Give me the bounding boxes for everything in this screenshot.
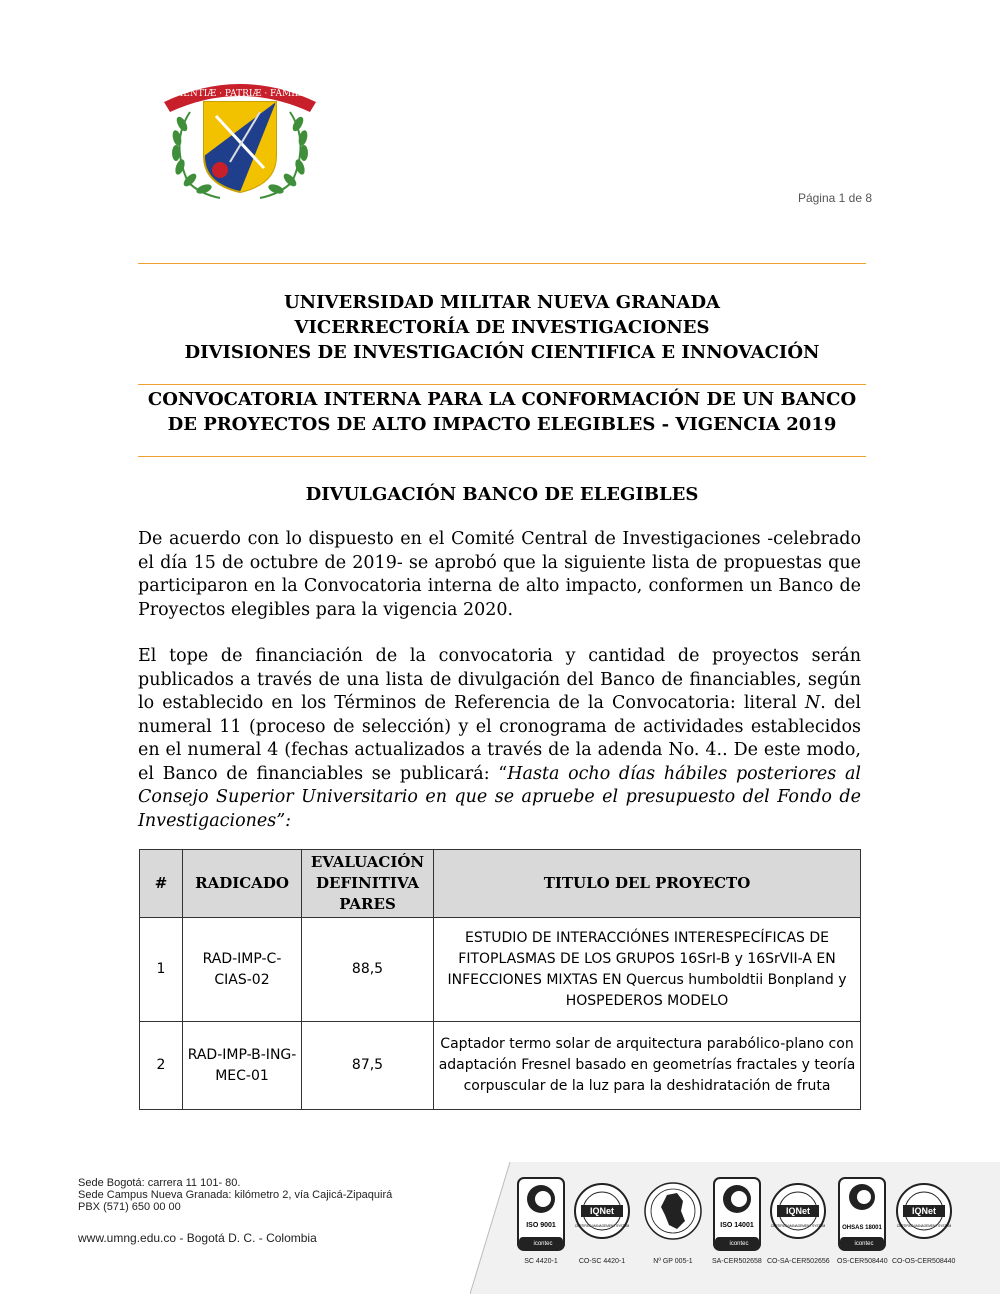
cert-icontec-9001	[517, 1177, 565, 1265]
icontec-logo-icon	[713, 1177, 761, 1251]
divider	[138, 263, 866, 264]
cell-radicado: RAD-IMP-B-ING-MEC-01	[183, 1022, 302, 1110]
cert-code: CO-SC 4420-1	[578, 1258, 626, 1265]
paragraph-2-text: El tope de financiación de la convocatoria y cantidad de proyectos serán publicados a través de una lista de divulgación del Banco de financiables, según lo establecido en los Términos de Referencia de la Convocatoria: literal	[138, 646, 861, 713]
cert-icontec-ohsas	[837, 1177, 888, 1265]
icontec-logo-icon	[838, 1177, 886, 1251]
header-line: VICERRECTORÍA DE INVESTIGACIONES	[294, 317, 710, 338]
cert-brand: icontec	[729, 1241, 749, 1247]
cert-label: IQNet	[911, 1206, 936, 1216]
cell-titulo: Captador termo solar de arquitectura parabólico-plano con adaptación Fresnel basado en geometrías fractales y teoría corpuscular de la luz para la deshidratación de fruta	[434, 1022, 861, 1110]
cert-label: ISO 14001	[720, 1222, 754, 1229]
cell-evaluacion: 88,5	[302, 918, 434, 1022]
cert-code: Nº GP 005-1	[653, 1258, 693, 1265]
university-logo	[160, 72, 320, 202]
cert-brand: CERTIFIED MANAGEMENT SYSTEM	[896, 1224, 951, 1228]
cert-code: OS-CER508440	[837, 1258, 888, 1265]
cell-evaluacion: 87,5	[302, 1022, 434, 1110]
address-line: Sede Bogotá: carrera 11 101- 80.	[78, 1177, 241, 1189]
title-line: DE PROYECTOS DE ALTO IMPACTO ELEGIBLES - VIGENCIA 2019	[167, 414, 837, 435]
convocatoria-title	[138, 387, 866, 437]
footer-address	[78, 1177, 392, 1213]
cert-brand: CERTIFIED MANAGEMENT SYSTEM	[574, 1224, 630, 1228]
page-number: Página 1 de 8	[797, 191, 872, 205]
cert-brand: CERTIFIED MANAGEMENT SYSTEM	[771, 1224, 826, 1228]
table-row	[140, 918, 861, 1022]
title-line: CONVOCATORIA INTERNA PARA LA CONFORMACIÓN DE UN BANCO	[147, 389, 857, 410]
cert-label: ISO 9001	[526, 1222, 556, 1229]
header-line: UNIVERSIDAD MILITAR NUEVA GRANADA	[283, 292, 721, 313]
cell-radicado: RAD-IMP-C-CIAS-02	[183, 918, 302, 1022]
col-header-radicado: RADICADO	[183, 850, 302, 918]
cell-num: 1	[140, 918, 183, 1022]
cert-gp-seal	[643, 1177, 703, 1265]
address-line: Sede Campus Nueva Granada: kilómetro 2, vía Cajicá-Zipaquirá	[78, 1189, 393, 1201]
logo-motto: SCIENTIÆ · PATRIÆ · FAMILIÆ	[166, 89, 314, 99]
iqnet-logo-icon	[769, 1177, 827, 1251]
paragraph-2-text: . del numeral 11 (proceso de selección) y el cronograma de actividades establecidos en el numeral 4 (fechas actualizados a través de la adenda No. 4.. De este modo, el Banco de financiables se publicará: “	[138, 693, 862, 784]
col-header-num: #	[140, 850, 183, 918]
cert-label: IQNet	[589, 1206, 615, 1216]
cert-brand: icontec	[854, 1241, 874, 1247]
cert-icontec-14001	[712, 1177, 762, 1265]
col-header-titulo: TITULO DEL PROYECTO	[434, 850, 861, 918]
projects-table	[139, 849, 861, 1110]
icontec-logo-icon	[517, 1177, 565, 1251]
cert-brand: icontec	[533, 1241, 553, 1247]
cert-iqnet-2	[767, 1177, 830, 1265]
iqnet-logo-icon	[573, 1177, 631, 1251]
cert-code: SA-CER502658	[712, 1258, 762, 1265]
quote-text: Hasta ocho días hábiles posteriores al Consejo Superior Universitario en que se apruebe el presupuesto del Fondo de Investigaciones”:	[138, 763, 861, 831]
cert-label: IQNet	[786, 1206, 811, 1216]
cell-num: 2	[140, 1022, 183, 1110]
header-line: DIVISIONES DE INVESTIGACIÓN CIENTIFICA E INNOVACIÓN	[184, 342, 820, 363]
iqnet-logo-icon	[895, 1177, 953, 1251]
paragraph-1: De acuerdo con lo dispuesto en el Comité Central de Investigaciones -celebrado el día 15 de octubre de 2019- se aprobó que la siguiente lista de propuestas que participaron en la Convocatoria interna de alto impacto, conformen un Banco de Proyectos elegibles para la vigencia 2020.	[138, 529, 861, 620]
cert-code: CO-OS-CER508440	[892, 1258, 956, 1265]
cert-iqnet-1	[573, 1177, 631, 1265]
paragraph-2	[138, 645, 861, 833]
cell-titulo: ESTUDIO DE INTERACCIÓNES INTERESPECÍFICAS DE FITOPLASMAS DE LOS GRUPOS 16SrI-B y 16SrVII-A EN INFECCIONES MIXTAS EN Quercus humboldtii Bonpland y HOSPEDEROS MODELO	[434, 918, 861, 1022]
table-header-row	[140, 850, 861, 918]
section-title: DIVULGACIÓN BANCO DE ELEGIBLES	[305, 484, 699, 505]
footer-website[interactable]: www.umng.edu.co - Bogotá D. C. - Colombia	[78, 1231, 317, 1245]
col-header-evaluacion: EVALUACIÓN DEFINITIVA PARES	[302, 850, 434, 918]
cert-code: SC 4420-1	[524, 1258, 558, 1265]
divider	[138, 384, 866, 385]
cert-label: OHSAS 18001	[842, 1225, 883, 1231]
divider	[138, 456, 866, 457]
literal-n: N	[804, 693, 821, 713]
cert-code: CO-SA-CER502656	[767, 1258, 830, 1265]
cert-iqnet-3	[892, 1177, 955, 1265]
institution-header	[138, 290, 866, 365]
phone-line: PBX (571) 650 00 00	[78, 1201, 181, 1213]
table-row	[140, 1022, 861, 1110]
colombia-map-seal-icon	[643, 1177, 703, 1251]
